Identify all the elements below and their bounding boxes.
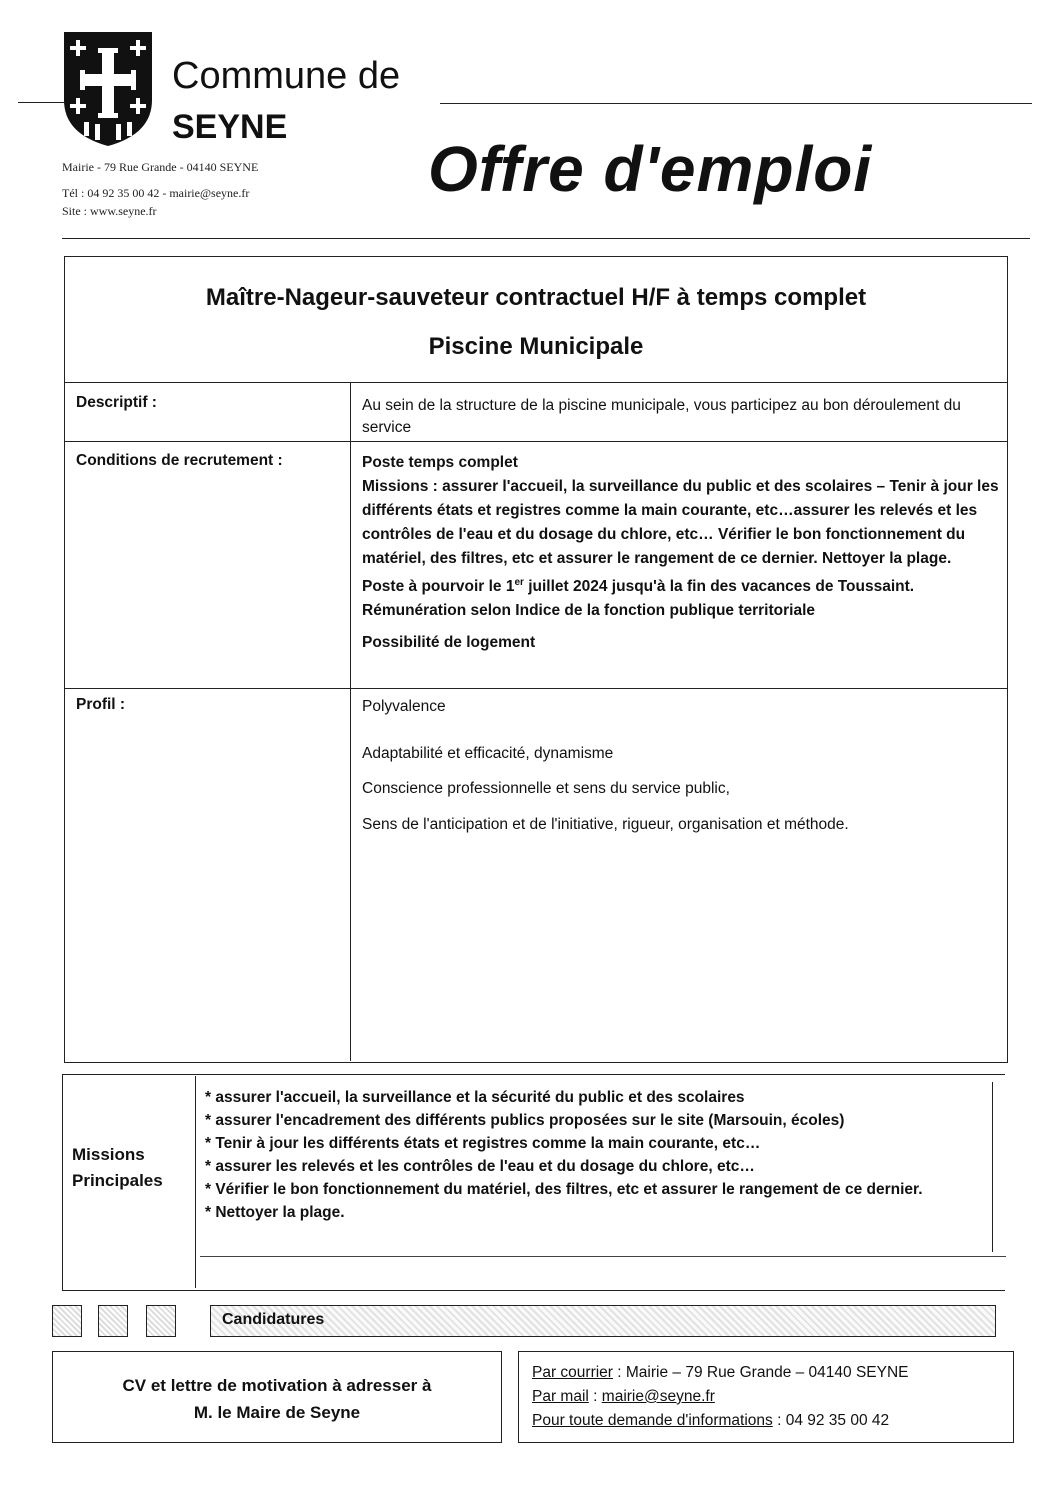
mail-label: Par mail <box>532 1388 589 1405</box>
job-subtitle: Piscine Municipale <box>428 333 644 360</box>
cv-instructions <box>52 1372 502 1426</box>
commune-label: Commune de <box>172 55 401 97</box>
candidatures-bar <box>210 1305 996 1337</box>
missions-principales-label <box>72 1142 163 1194</box>
table-row-divider <box>64 688 1008 689</box>
descriptif-text: Au sein de la structure de la piscine municipale, vous participez au bon déroulement du service <box>362 397 961 436</box>
contact-info <box>532 1412 889 1430</box>
header-divider <box>62 238 1030 239</box>
job-offer-table <box>64 256 1008 1063</box>
list-item: * Tenir à jour les différents états et registres comme la main courante, etc… <box>205 1135 761 1152</box>
list-item: * Vérifier le bon fonctionnement du matériel, des filtres, etc et assurer le rangement de ce dernier. <box>205 1181 923 1198</box>
page-title: Offre d'emploi <box>428 133 873 205</box>
conditions-content <box>362 451 1002 655</box>
profil-item: Sens de l'anticipation et de l'initiative, rigueur, organisation et méthode. <box>362 816 849 833</box>
profil-item: Conscience professionnelle et sens du service public, <box>362 780 730 797</box>
mairie-address: Mairie - 79 Rue Grande - 04140 SEYNE <box>62 160 259 174</box>
table-column-divider <box>350 382 351 1061</box>
info-value: : 04 92 35 00 42 <box>772 1412 890 1429</box>
profil-item: Polyvalence <box>362 698 446 715</box>
missions-label-line2: Principales <box>72 1171 163 1190</box>
job-title: Maître-Nageur-sauveteur contractuel H/F à temps complet <box>205 284 867 311</box>
cross-crest-icon <box>62 30 154 148</box>
list-item: * assurer l'encadrement des différents publics proposées sur le site (Marsouin, écoles) <box>205 1112 845 1129</box>
missions-list <box>205 1086 985 1224</box>
table-row-divider <box>64 441 1008 442</box>
missions-column-divider <box>195 1076 196 1288</box>
courrier-value: : Mairie – 79 Rue Grande – 04140 SEYNE <box>612 1364 909 1381</box>
header-rule-right <box>440 103 1032 104</box>
descriptif-label: Descriptif : <box>76 394 157 411</box>
conditions-poste: Poste temps complet <box>362 454 518 471</box>
missions-box-edge <box>992 1082 993 1252</box>
conditions-missions: Missions : assurer l'accueil, la surveillance du public et des scolaires – Tenir à jour les différents états et registres comme la main courante, etc…assurer les relevés et les contrôles de l'eau et du dosage du chlore, etc… Vérifier le bon fonctionnement du matériel, des filtres, etc et assurer le rangement de ce dernier. Nettoyer la plage. <box>362 478 999 567</box>
missions-label-line1: Missions <box>72 1145 145 1164</box>
conditions-date-pre: Poste à pourvoir le 1 <box>362 578 515 596</box>
list-item: * assurer l'accueil, la surveillance et la sécurité du public et des scolaires <box>205 1089 745 1106</box>
decorative-square <box>98 1305 128 1337</box>
conditions-date <box>362 571 1002 599</box>
mail-sep: : <box>588 1388 602 1405</box>
conditions-date-post: juillet 2024 jusqu'à la fin des vacances de Toussaint. <box>523 578 915 596</box>
contact-courrier <box>532 1364 909 1382</box>
mairie-contact: Tél : 04 92 35 00 42 - mairie@seyne.fr <box>62 186 250 200</box>
cv-line1: CV et lettre de motivation à adresser à <box>122 1376 432 1395</box>
profil-item: Adaptabilité et efficacité, dynamisme <box>362 745 614 762</box>
candidatures-label: Candidatures <box>222 1311 325 1328</box>
commune-name: SEYNE <box>172 108 288 146</box>
conditions-label: Conditions de recrutement : <box>76 452 283 469</box>
missions-bottom-rule <box>200 1256 1006 1257</box>
info-label: Pour toute demande d'informations <box>532 1412 773 1429</box>
list-item: * assurer les relevés et les contrôles de l'eau et du dosage du chlore, etc… <box>205 1158 755 1175</box>
conditions-logement: Possibilité de logement <box>362 634 536 652</box>
decorative-square <box>52 1305 82 1337</box>
decorative-square <box>146 1305 176 1337</box>
mail-link[interactable]: mairie@seyne.fr <box>601 1388 715 1405</box>
profil-label: Profil : <box>76 696 126 713</box>
list-item: * Nettoyer la plage. <box>205 1204 345 1221</box>
contact-mail <box>532 1388 715 1406</box>
mairie-site: Site : www.seyne.fr <box>62 204 157 218</box>
table-row-divider <box>64 382 1008 383</box>
courrier-label: Par courrier <box>532 1364 613 1381</box>
cv-line2: M. le Maire de Seyne <box>193 1403 361 1422</box>
conditions-date-sup: er <box>514 577 524 588</box>
conditions-remuneration: Rémunération selon Indice de la fonction publique territoriale <box>362 602 816 620</box>
